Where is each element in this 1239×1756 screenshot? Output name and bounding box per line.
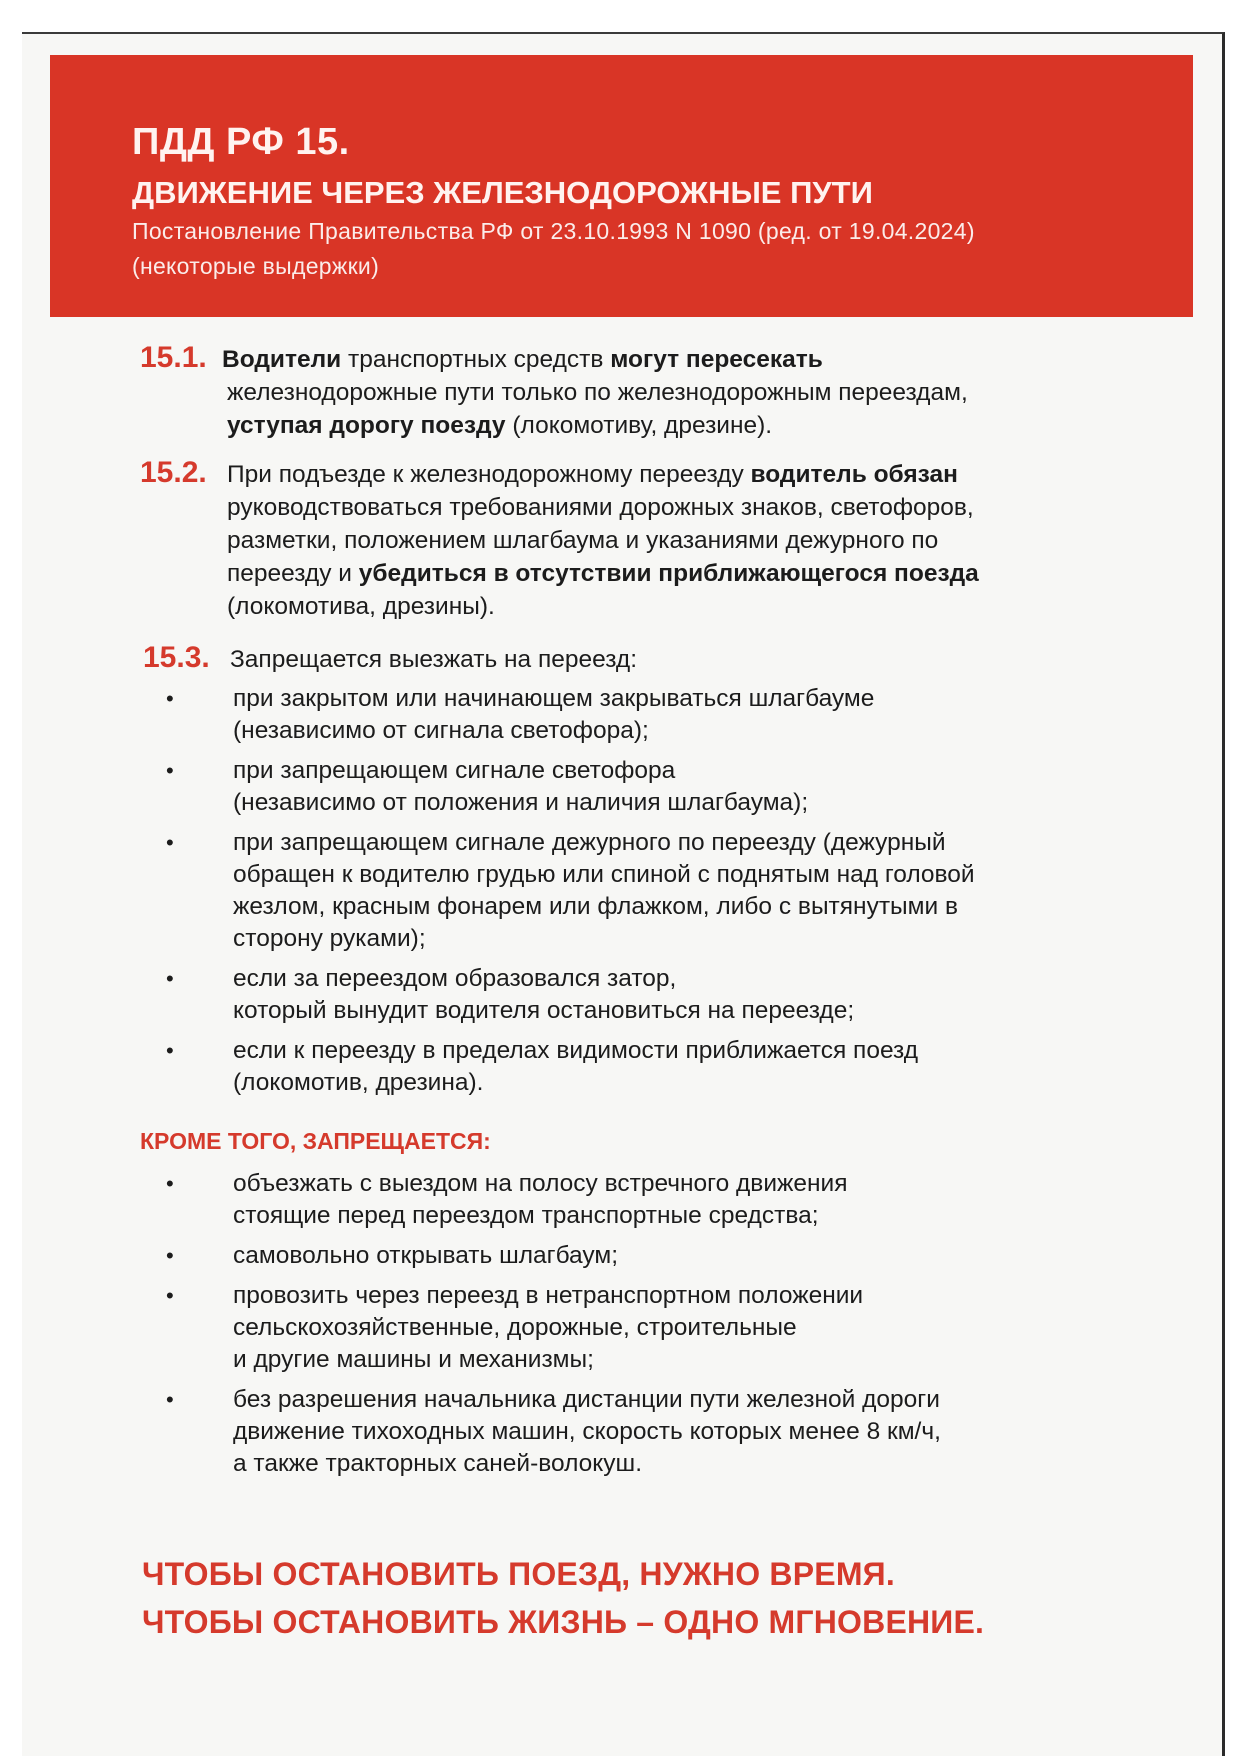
clause-line: уступая дорогу поезду (локомотиву, дрезине). <box>227 412 773 439</box>
list-item <box>160 683 975 747</box>
clause-number: 15.3. <box>143 641 210 674</box>
list-item-line: при запрещающем сигнале дежурного по переезду (дежурный <box>233 829 946 856</box>
list-item-line: движение тихоходных машин, скорость которых менее 8 км/ч, <box>233 1418 941 1445</box>
list-item-line: и другие машины и механизмы; <box>233 1346 594 1373</box>
header-banner <box>50 55 1193 317</box>
bullet-icon: • <box>166 1171 174 1196</box>
list-item <box>160 1240 941 1272</box>
clause-line: (локомотива, дрезины). <box>227 593 495 620</box>
bullet-icon: • <box>166 966 174 991</box>
excerpt-note: (некоторые выдержки) <box>132 253 380 279</box>
list-item-line: сторону руками); <box>233 925 426 952</box>
clause-intro: Запрещается выезжать на переезд: <box>230 646 638 673</box>
list-item-line: при запрещающем сигнале светофора <box>233 757 676 784</box>
list-item-line: (независимо от положения и наличия шлагбаума); <box>233 789 809 816</box>
prohibitions-list <box>160 683 975 1107</box>
list-item-line: если к переезду в пределах видимости приближается поезд <box>233 1037 919 1064</box>
bullet-icon: • <box>166 1387 174 1412</box>
bullet-icon: • <box>166 830 174 855</box>
list-item-line: сельскохозяйственные, дорожные, строительные <box>233 1314 797 1341</box>
bullet-icon: • <box>166 686 174 711</box>
list-item <box>160 1168 941 1232</box>
clause-line: При подъезде к железнодорожному переезду водитель обязан <box>227 461 958 488</box>
list-item <box>160 1035 975 1099</box>
list-item-line: без разрешения начальника дистанции пути железной дороги <box>233 1386 940 1413</box>
bullet-icon: • <box>166 1243 174 1268</box>
list-item <box>160 1384 941 1480</box>
list-item <box>160 827 975 955</box>
list-item <box>160 1280 941 1376</box>
list-item <box>160 963 975 1027</box>
list-item-line: если за переездом образовался затор, <box>233 965 677 992</box>
additional-prohibitions-list <box>160 1168 941 1488</box>
clause-line: руководствоваться требованиями дорожных знаков, светофоров, <box>227 494 974 521</box>
bullet-icon: • <box>166 758 174 783</box>
bullet-icon: • <box>166 1038 174 1063</box>
list-item-line: самовольно открывать шлагбаум; <box>233 1242 619 1269</box>
list-item-line: при закрытом или начинающем закрываться шлагбауме <box>233 685 875 712</box>
additional-prohibitions-heading: КРОМЕ ТОГО, ЗАПРЕЩАЕТСЯ: <box>140 1128 491 1154</box>
list-item-line: стоящие перед переездом транспортные средства; <box>233 1202 819 1229</box>
legal-source: Постановление Правительства РФ от 23.10.1993 N 1090 (ред. от 19.04.2024) <box>132 218 975 244</box>
list-item-line: а также тракторных саней-волокуш. <box>233 1450 643 1477</box>
document-title: ПДД РФ 15. <box>132 121 350 163</box>
clause-line: разметки, положением шлагбаума и указаниями дежурного по <box>227 527 939 554</box>
list-item-line: обращен к водителю грудью или спиной с поднятым над головой <box>233 861 975 888</box>
clause-line: Водители транспортных средств могут пересекать <box>222 346 823 373</box>
bullet-icon: • <box>166 1283 174 1308</box>
list-item-line: (независимо от сигнала светофора); <box>233 717 649 744</box>
clause-line: железнодорожные пути только по железнодорожным переездам, <box>227 379 968 406</box>
slogan-line-2: ЧТОБЫ ОСТАНОВИТЬ ЖИЗНЬ – ОДНО МГНОВЕНИЕ. <box>142 1604 985 1640</box>
list-item-line: провозить через переезд в нетранспортном положении <box>233 1282 864 1309</box>
slogan-line-1: ЧТОБЫ ОСТАНОВИТЬ ПОЕЗД, НУЖНО ВРЕМЯ. <box>142 1556 895 1592</box>
list-item-line: (локомотив, дрезина). <box>233 1069 484 1096</box>
list-item-line: который вынудит водителя остановиться на переезде; <box>233 997 855 1024</box>
document-subtitle: ДВИЖЕНИЕ ЧЕРЕЗ ЖЕЛЕЗНОДОРОЖНЫЕ ПУТИ <box>132 175 873 210</box>
clause-line: переезду и убедиться в отсутствии приближающегося поезда <box>227 560 979 587</box>
list-item <box>160 755 975 819</box>
list-item-line: жезлом, красным фонарем или флажком, либо с вытянутыми в <box>233 893 958 920</box>
clause-number: 15.2. <box>140 456 207 489</box>
list-item-line: объезжать с выездом на полосу встречного движения <box>233 1170 848 1197</box>
clause-number: 15.1. <box>140 341 207 374</box>
